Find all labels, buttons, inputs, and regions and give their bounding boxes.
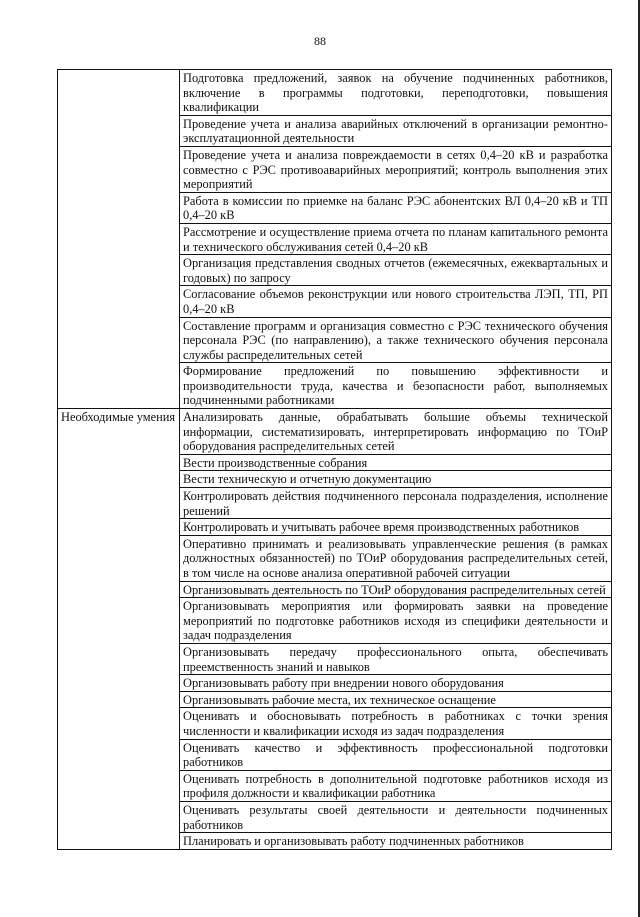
table-cell: Рассмотрение и осуществление приема отчета по планам капитального ремонта и технического обслуживания сетей 0,4–20 кВ	[180, 223, 612, 254]
table-cell: Согласование объемов реконструкции или нового строительства ЛЭП, ТП, РП 0,4–20 кВ	[180, 286, 612, 317]
table-row	[58, 70, 612, 116]
table-cell: Анализировать данные, обрабатывать большие объемы технической информации, систематизировать, интерпретировать информацию по ТОиР оборудования распределительных сетей	[180, 409, 612, 455]
table-cell: Организовывать деятельность по ТОиР оборудования распределительных сетей	[180, 581, 612, 598]
table-cell: Оперативно принимать и реализовывать управленческие решения (в рамках должностных обязанностей) по ТОиР оборудования распределительных сетей, в том числе на основе анализа оперативной рабочей ситуации	[180, 535, 612, 581]
row-label-empty	[58, 70, 180, 409]
competency-table	[57, 69, 612, 850]
page-number: 88	[314, 34, 326, 48]
table-cell: Организовывать работу при внедрении нового оборудования	[180, 675, 612, 692]
table-cell: Оценивать и обосновывать потребность в работниках с точки зрения численности и квалификации исходя из задач подразделения	[180, 708, 612, 739]
table-cell: Организация представления сводных отчетов (ежемесячных, ежеквартальных и годовых) по запросу	[180, 255, 612, 286]
table-cell: Проведение учета и анализа аварийных отключений в организации ремонтно-эксплуатационной деятельности	[180, 115, 612, 146]
table-cell: Организовывать рабочие места, их техническое оснащение	[180, 691, 612, 708]
competency-table-body	[58, 70, 612, 850]
table-cell: Подготовка предложений, заявок на обучение подчиненных работников, включение в программы подготовки, переподготовки, повышения квалификации	[180, 70, 612, 116]
table-cell: Формирование предложений по повышению эффективности и производительности труда, качества и безопасности работ, выполняемых подчиненными работниками	[180, 363, 612, 409]
table-cell: Организовывать мероприятия или формировать заявки на проведение мероприятий по подготовке работников исходя из специфики деятельности и задач подразделения	[180, 598, 612, 644]
table-cell: Работа в комиссии по приемке на баланс РЭС абонентских ВЛ 0,4–20 кВ и ТП 0,4–20 кВ	[180, 192, 612, 223]
table-cell: Оценивать результаты своей деятельности и деятельности подчиненных работников	[180, 801, 612, 832]
table-cell: Вести производственные собрания	[180, 454, 612, 471]
table-cell: Составление программ и организация совместно с РЭС технического обучения персонала РЭС (по направлению), а также технического обучения персонала службы распределительных сетей	[180, 317, 612, 363]
table-cell: Оценивать качество и эффективность профессиональной подготовки работников	[180, 739, 612, 770]
section-label-skills: Необходимые умения	[58, 409, 180, 850]
table-row	[58, 409, 612, 455]
table-cell: Контролировать действия подчиненного персонала подразделения, исполнение решений	[180, 488, 612, 519]
table-cell: Контролировать и учитывать рабочее время производственных работников	[180, 519, 612, 536]
table-cell: Проведение учета и анализа повреждаемости в сетях 0,4–20 кВ и разработка совместно с РЭС противоаварийных мероприятий; контроль выполнения этих мероприятий	[180, 146, 612, 192]
table-cell: Оценивать потребность в дополнительной подготовке работников исходя из профиля должности и квалификации работника	[180, 770, 612, 801]
table-cell: Организовывать передачу профессионального опыта, обеспечивать преемственность знаний и навыков	[180, 643, 612, 674]
table-cell: Планировать и организовывать работу подчиненных работников	[180, 833, 612, 850]
table-cell: Вести техническую и отчетную документацию	[180, 471, 612, 488]
